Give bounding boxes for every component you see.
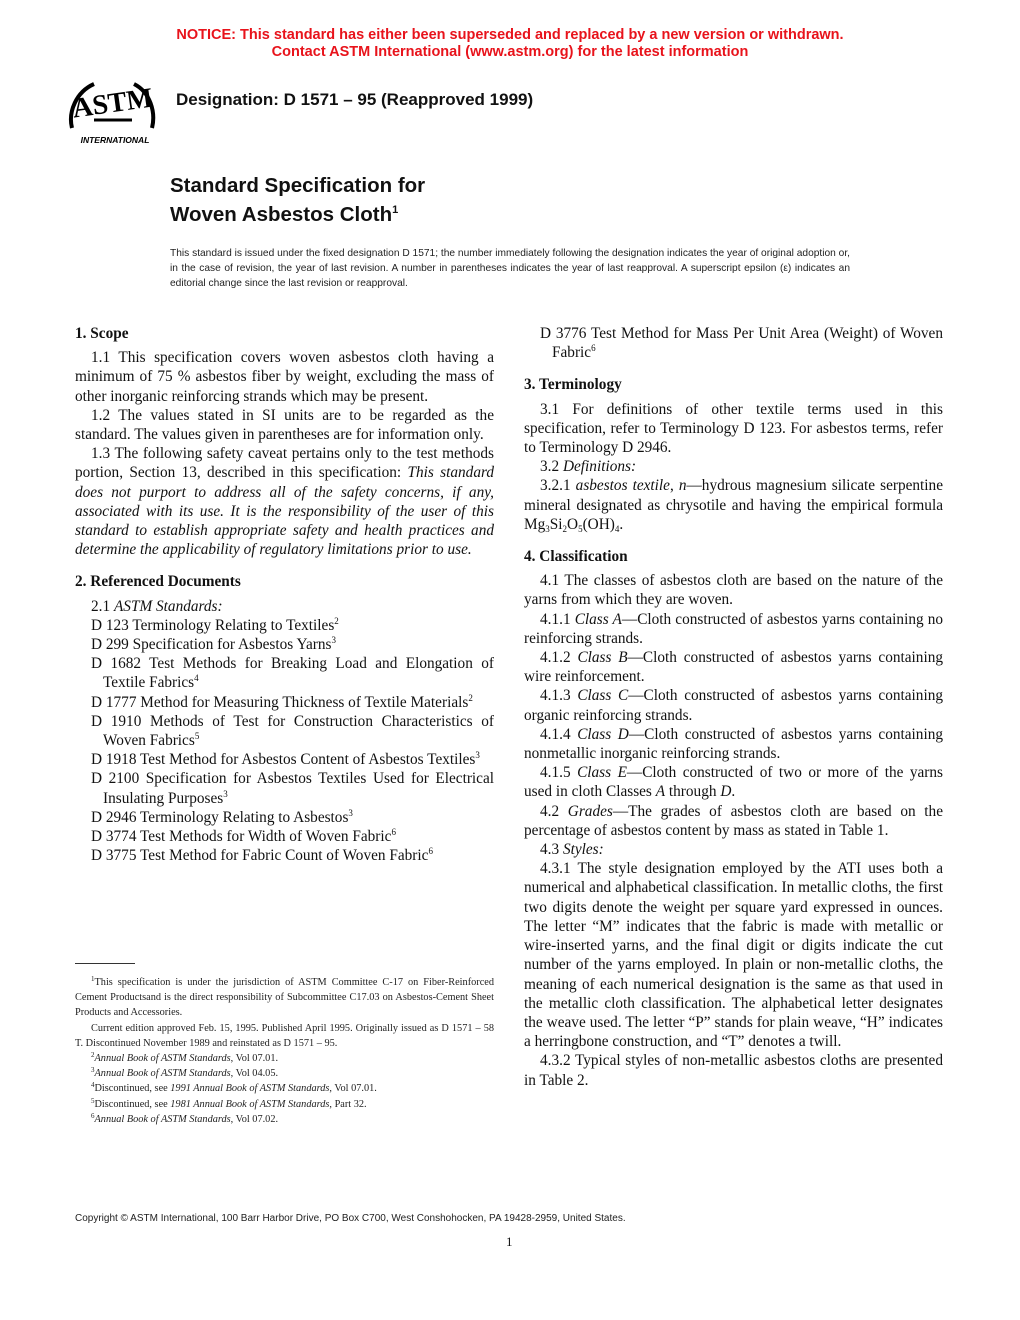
title-line-1: Standard Specification for	[170, 174, 426, 197]
reference-item: D 123 Terminology Relating to Textiles$^2$	[91, 615, 339, 634]
intro-paragraph: This standard is issued under the fixed designation D 1571; the number immediately following the designation indicates the year of original adoption or, in the case of revision, the year of last revision. A number in parentheses indicates the year of last reapproval. A superscript epsilon (ε) indicates an editorial change since the last revision or reapproval.	[170, 248, 850, 289]
para-1-1: 1.1 This specification covers woven asbestos cloth having a minimum of 75 % asbestos fiber by weight, excluding the mass of other inorganic reinforcing strands which may be present.	[75, 349, 494, 405]
reference-item: D 1777 Method for Measuring Thickness of Textile Materials$^2$	[91, 692, 473, 711]
para-2-1: 2.1 ASTM Standards:	[91, 597, 223, 615]
right-column	[524, 324, 943, 1090]
title-footnote-mark: 1	[392, 204, 399, 216]
page-number: 1	[506, 1234, 513, 1249]
epsilon-symbol: ε	[783, 263, 788, 274]
reference-item: D 3776 Test Method for Mass Per Unit Area (Weight) of Woven Fabric$^6$	[540, 325, 943, 362]
class-item: 4.1.4 Class D—Cloth constructed of asbestos yarns containing nonmetallic inorganic reinforcing strands.	[524, 725, 943, 763]
safety-caveat: This standard does not purport to address all of the safety concerns, if any, associated with its use. It is the responsibility of the user of this standard to establish appropriate safety and health practices and determine the applicability of regulatory limitations prior to use.	[75, 464, 495, 559]
document-title	[170, 174, 425, 227]
footnote-1: $^1$This specification is under the jurisdiction of ASTM Committee C-17 on Fiber-Reinforced Cement Productsand is the direct responsibility of Subcommittee C17.03 on Asbestos-Cement Sheet Products and Accessories.	[75, 975, 494, 1019]
section-heading-terminology: 3. Terminology	[524, 376, 622, 394]
class-item: 4.1.1 Class A—Cloth constructed of asbestos yarns containing no reinforcing strands.	[524, 610, 944, 647]
reference-item: D 1910 Methods of Test for Construction Characteristics of Woven Fabrics$^5$	[91, 712, 494, 750]
footnote-5: $^5$Discontinued, see 1981 Annual Book of ASTM Standards, Part 32.	[91, 1096, 367, 1110]
para-3-1: 3.1 For definitions of other textile terms used in this specification, refer to Terminology D 123. For asbestos terms, refer to Terminology D 2946.	[524, 400, 943, 457]
astm-logo	[64, 76, 162, 146]
left-column	[75, 324, 494, 865]
logo-subtitle: INTERNATIONAL	[80, 135, 150, 145]
footnote-divider	[75, 963, 135, 964]
para-1-2: 1.2 The values stated in SI units are to be regarded as the standard. The values given in parentheses are for information only.	[75, 406, 494, 444]
designation: Designation: D 1571 – 95 (Reapproved 1999)	[176, 90, 534, 109]
para-4-3: 4.3 Styles:	[540, 841, 604, 859]
section-heading-scope: 1. Scope	[75, 325, 129, 342]
footnote-2: $^2$Annual Book of ASTM Standards, Vol 07.01.	[91, 1051, 279, 1065]
title-line-2: Woven Asbestos Cloth	[170, 203, 393, 226]
para-4-3-2: 4.3.2 Typical styles of non-metallic asbestos cloths are presented in Table 2.	[524, 1052, 943, 1089]
notice-line-2: Contact ASTM International (www.astm.org) for the latest information	[271, 44, 749, 60]
copyright-line: Copyright © ASTM International, 100 Barr Harbor Drive, PO Box C700, West Conshohocken, PA 19428-2959, United States.	[75, 1213, 626, 1224]
footnote-3: $^3$Annual Book of ASTM Standards, Vol 04.05.	[91, 1066, 279, 1080]
class-item: 4.1.5 Class E—Cloth constructed of two or more of the yarns used in cloth Classes A through D.	[524, 764, 943, 801]
footnote-6: $^6$Annual Book of ASTM Standards, Vol 07.02.	[91, 1111, 279, 1125]
para-3-2-1: 3.2.1 asbestos textile, n—hydrous magnesium silicate serpentine mineral designated as chrysotile and having the empirical formula $Mg_3Si_2O_5(OH)_4$.	[524, 477, 943, 534]
para-1-3: 1.3 The following safety caveat pertains only to the test methods portion, Section 13, described in this specification: This standard does not purport to address all of the safety concerns, if any, associated with its use. It is the responsibility of the user of this standard to establish appropriate safety and health practices and determine the applicability of regulatory limitations prior to use.	[75, 445, 495, 559]
logo-wordmark: ASTM	[70, 82, 155, 125]
para-4-2: 4.2 Grades—The grades of asbestos cloth are based on the percentage of asbestos content by mass as stated in Table 1.	[524, 802, 943, 839]
reference-item: D 299 Specification for Asbestos Yarns$^3$	[91, 635, 336, 654]
section-heading-referenced: 2. Referenced Documents	[75, 573, 241, 591]
para-4-1: 4.1 The classes of asbestos cloth are based on the nature of the yarns from which they are woven.	[524, 572, 943, 609]
footnote-1-edition: Current edition approved Feb. 15, 1995. Published April 1995. Originally issued as D 1571 – 58 T. Discontinued November 1989 and reinstated as D 1571 – 95.	[75, 1022, 494, 1049]
para-4-3-1: 4.3.1 The style designation employed by the ATI uses both a numerical and alphabetical classification. In metallic cloths, the first two digits denote the weight per square yard expressed in ounces. The letter “M” indicates that the fabric is made with metallic or wire-inserted yarns, and the final digit or digits indicate the cut number of the yarns employed. In plain or non-metallic cloths, the meaning of each numerical designation is the same as that used in the metallic cloth classification. The alphabetical letter designates the weave used. The letter “P” stands for plain weave, “H” indicates a herringbone construction, and “T” denotes a twill.	[524, 860, 943, 1051]
footnote-4: $^4$Discontinued, see 1991 Annual Book of ASTM Standards, Vol 07.01.	[91, 1081, 377, 1095]
class-item: 4.1.2 Class B—Cloth constructed of asbestos yarns containing wire reinforcement.	[524, 649, 944, 686]
class-item: 4.1.3 Class C—Cloth constructed of asbestos yarns containing organic reinforcing strands.	[524, 687, 944, 724]
para-3-2: 3.2 Definitions:	[540, 458, 637, 476]
reference-item: D 1682 Test Methods for Breaking Load and Elongation of Textile Fabrics$^4$	[91, 655, 494, 692]
section-heading-classification: 4. Classification	[524, 548, 628, 566]
footnotes	[75, 975, 494, 1127]
reference-item: D 1918 Test Method for Asbestos Content of Asbestos Textiles$^3$	[91, 750, 480, 769]
reference-item: D 2946 Terminology Relating to Asbestos$^3$	[91, 807, 353, 826]
reference-item: D 3775 Test Method for Fabric Count of Woven Fabric$^6$	[91, 846, 433, 865]
reference-item: D 2100 Specification for Asbestos Textiles Used for Electrical Insulating Purposes$^3$	[91, 770, 494, 807]
reference-item: D 3774 Test Methods for Width of Woven Fabric$^6$	[91, 827, 396, 846]
notice-line-1: NOTICE: This standard has either been superseded and replaced by a new version or withdrawn.	[176, 27, 844, 43]
withdrawal-notice	[0, 27, 1020, 61]
